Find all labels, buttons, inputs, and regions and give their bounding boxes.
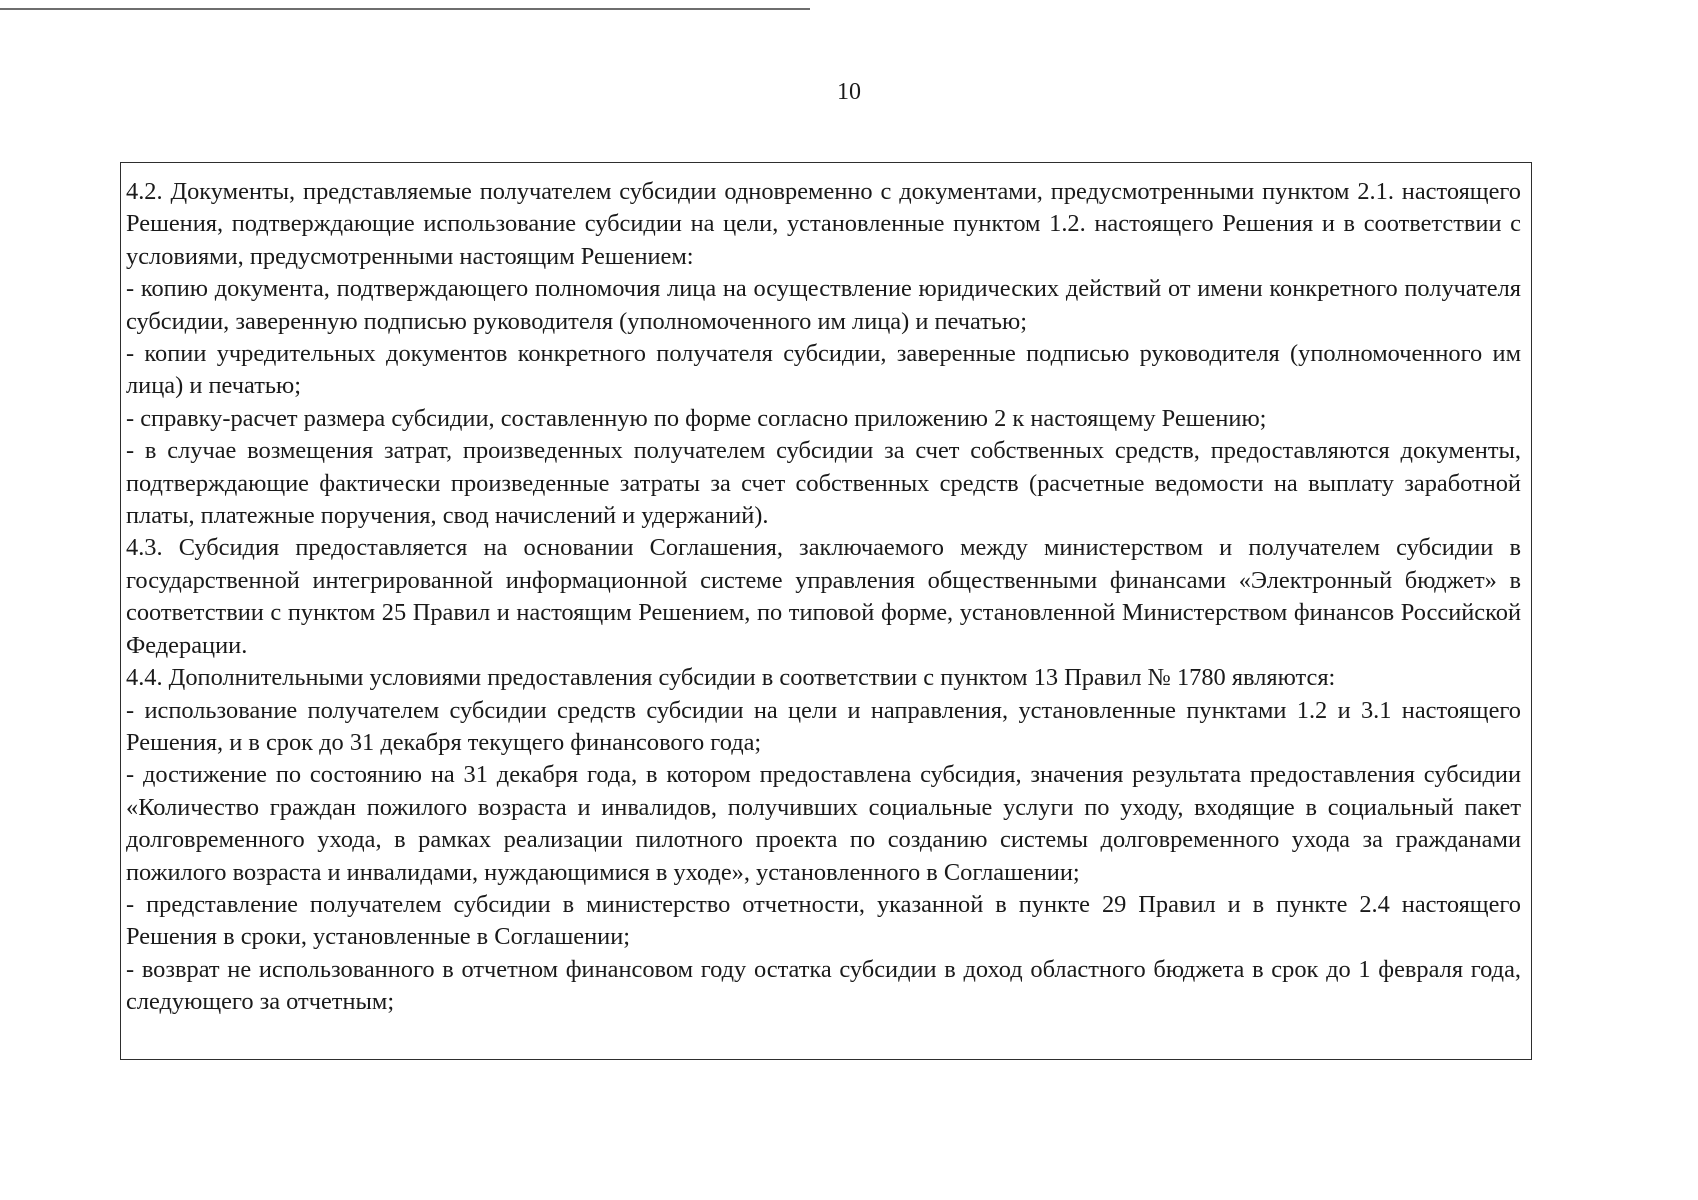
list-item-authority-copy: - копию документа, подтверждающего полномочия лица на осуществление юридических действий от имени конкретного получателя субсидии, заверенную подписью руководителя (уполномоченного им лица) и печатью; xyxy=(126,275,1521,335)
list-item-usage: - использование получателем субсидии средств субсидии на цели и направления, установленные пунктами 1.2 и 3.1 настоящего Решения, и в срок до 31 декабря текущего финансового года; xyxy=(126,696,1521,756)
list-item-calculation: - справку-расчет размера субсидии, составленную по форме согласно приложению 2 к настоящему Решению; xyxy=(126,404,1267,432)
list-item-result: - достижение по состоянию на 31 декабря года, в котором предоставлена субсидия, значения результата предоставления субсидии «Количество граждан пожилого возраста и инвалидов, получивших социальные услуги по уходу, входящие в социальный пакет долговременного ухода, в рамках реализации пилотного проекта по созданию системы долговременного ухода за гражданами пожилого возраста и инвалидами, нуждающимися в уходе», установленного в Соглашении; xyxy=(126,761,1521,886)
list-item-refund: - возврат не использованного в отчетном финансовом году остатка субсидии в доход областного бюджета в срок до 1 февраля года, следующего за отчетным; xyxy=(126,955,1521,1016)
text-frame xyxy=(120,162,1532,1060)
paragraph-4-3: 4.3. Субсидия предоставляется на основании Соглашения, заключаемого между министерством и получателем субсидии в государственной интегрированной информационной системе управления общественными финансами «Электронный бюджет» в соответствии с пунктом 25 Правил и настоящим Решением, по типовой форме, установленной Министерством финансов Российской Федерации. xyxy=(126,534,1521,659)
list-item-reporting: - представление получателем субсидии в министерство отчетности, указанной в пункте 29 Правил и в пункте 2.4 настоящего Решения в сроки, установленные в Соглашении; xyxy=(126,890,1521,951)
list-item-cost-reimbursement: - в случае возмещения затрат, произведенных получателем субсидии за счет собственных средств, предоставляются документы, подтверждающие фактически произведенные затраты за счет собственных средств (расчетные ведомости на выплату заработной платы, платежные поручения, свод начислений и удержаний). xyxy=(126,437,1521,530)
list-item-founding-docs: - копии учредительных документов конкретного получателя субсидии, заверенные подписью руководителя (уполномоченного им лица) и печатью; xyxy=(126,340,1521,400)
paragraph-4-2: 4.2. Документы, представляемые получателем субсидии одновременно с документами, предусмотренными пунктом 2.1. настоящего Решения, подтверждающие использование субсидии на цели, установленные пунктом 1.2. настоящего Решения и в соответствии с условиями, предусмотренными настоящим Решением: xyxy=(126,178,1521,270)
scan-edge-line xyxy=(0,8,810,10)
page-number: 10 xyxy=(837,79,861,105)
paragraph-4-4: 4.4. Дополнительными условиями предоставления субсидии в соответствии с пунктом 13 Правил № 1780 являются: xyxy=(126,664,1336,692)
